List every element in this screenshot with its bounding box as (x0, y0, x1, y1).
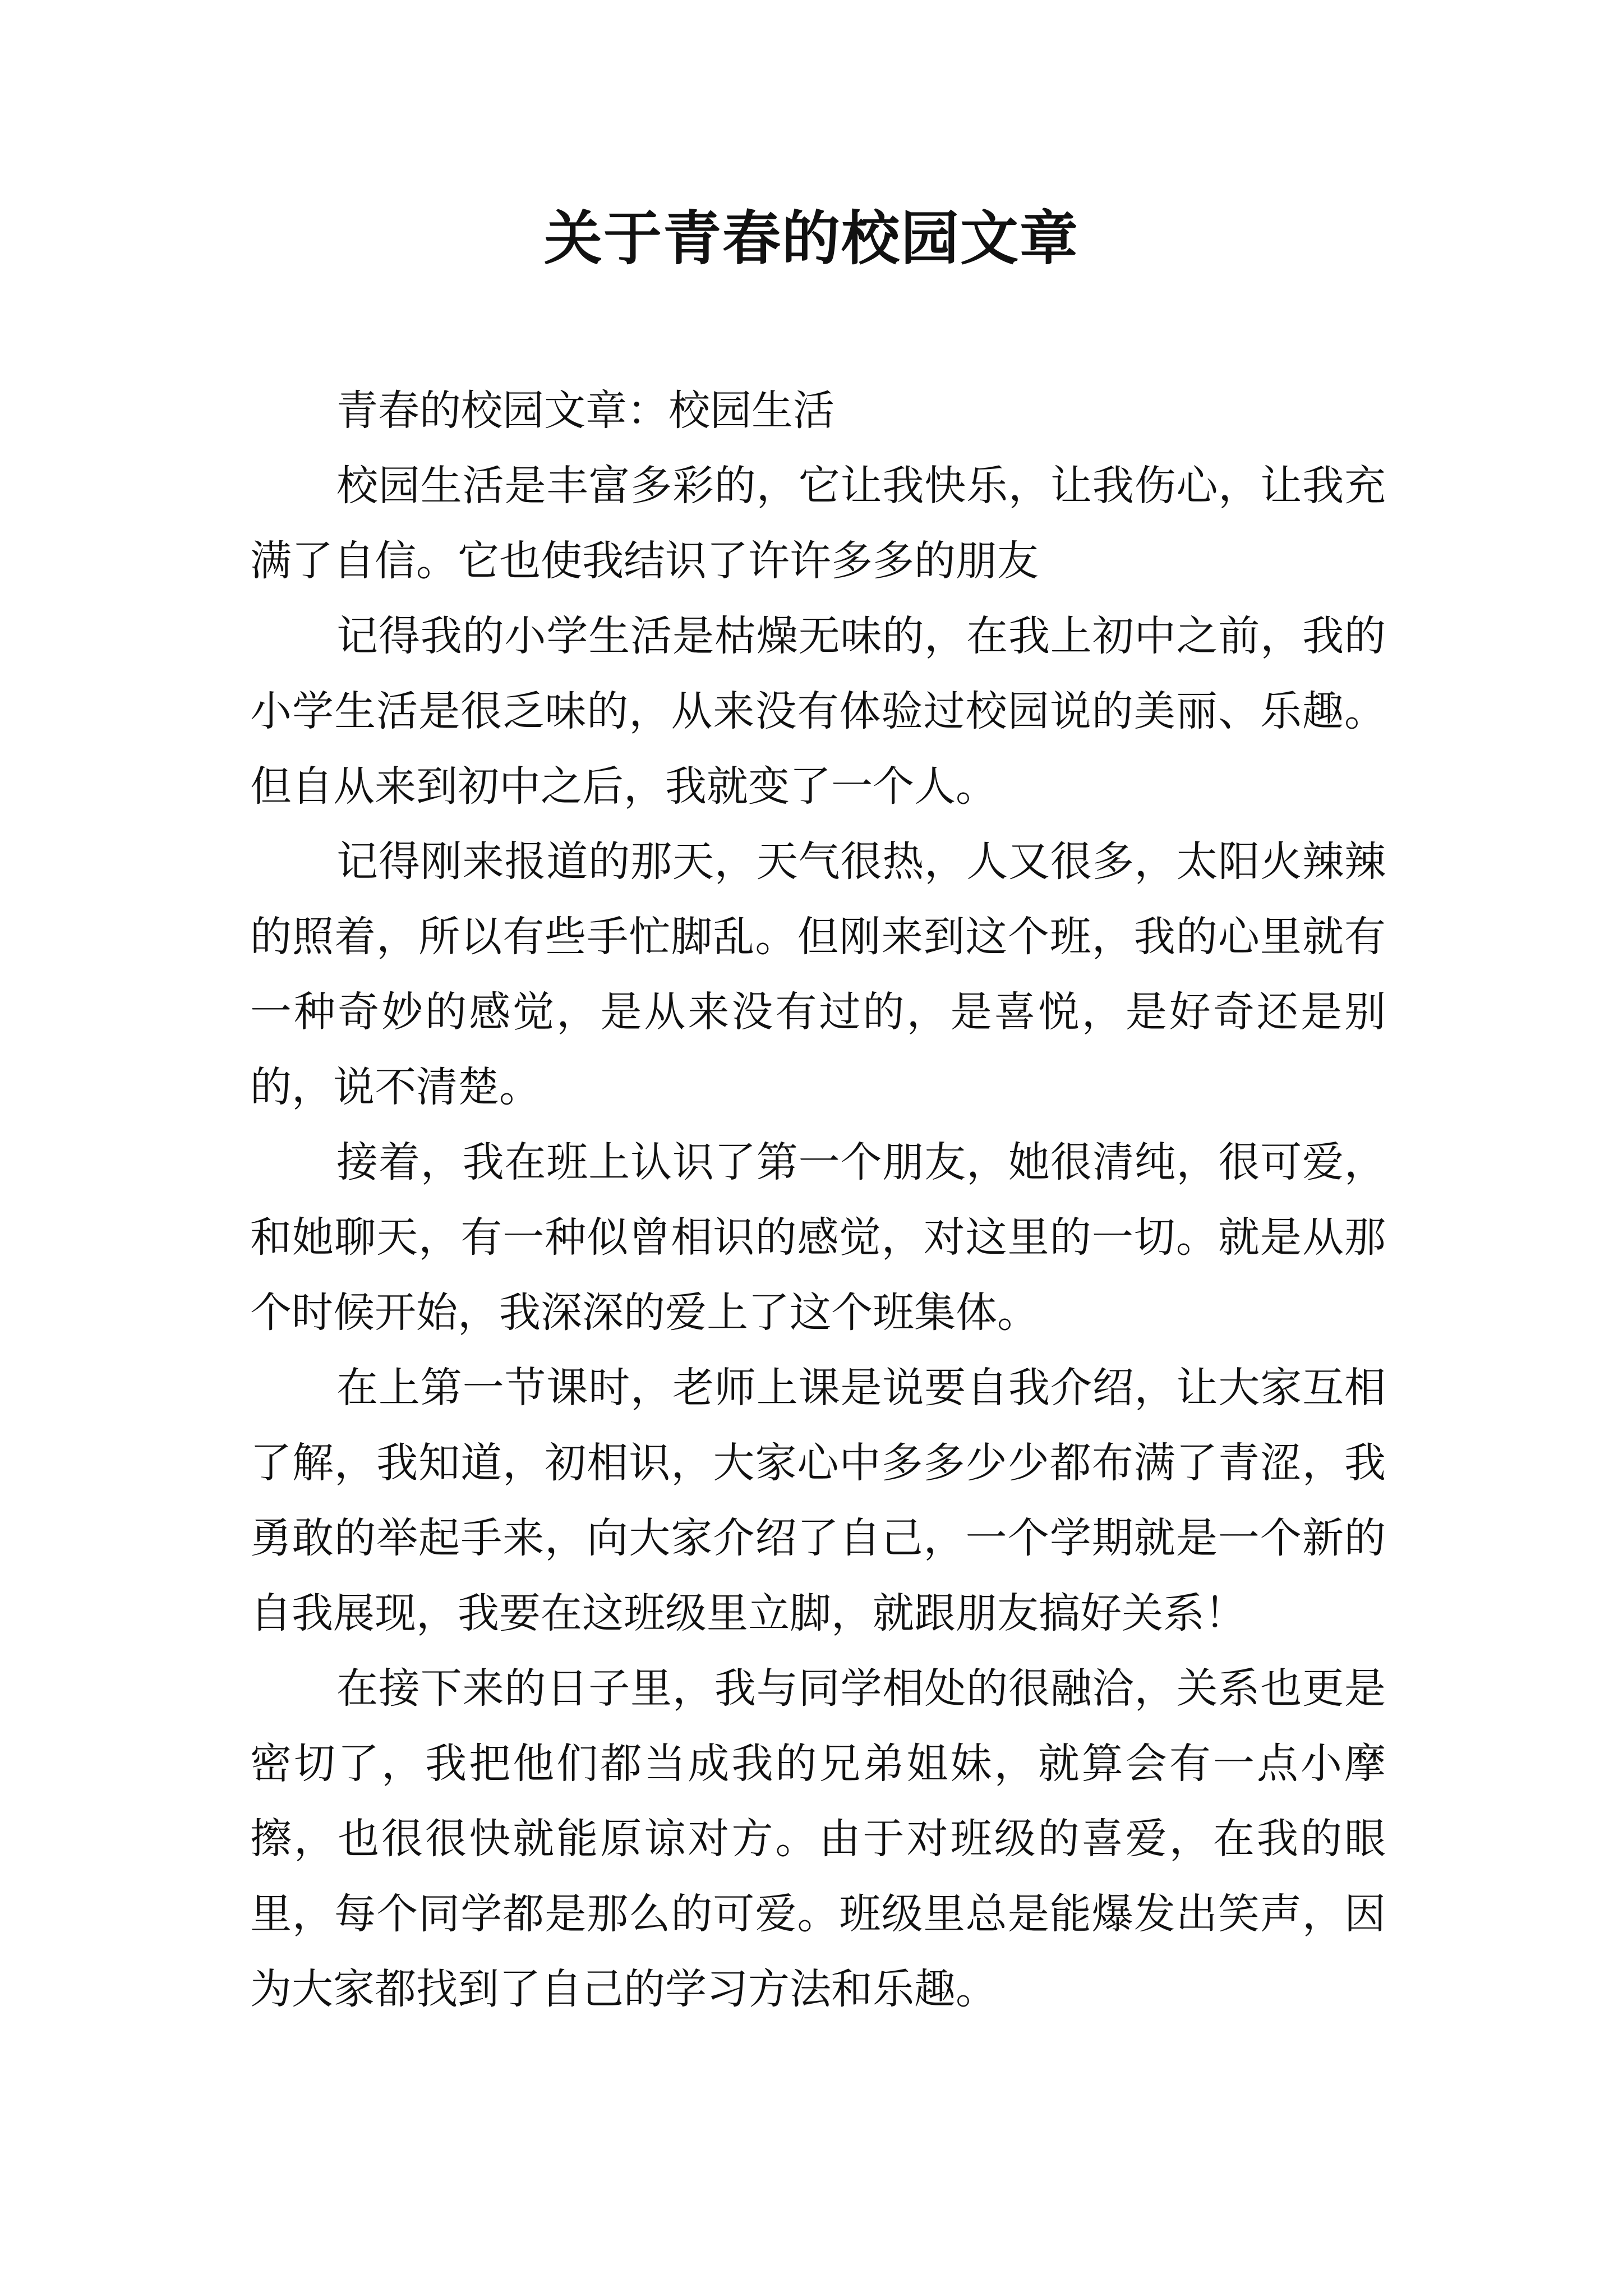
paragraph: 在接下来的日子里，我与同学相处的很融洽，关系也更是密切了，我把他们都当成我的兄弟姐妹，就算会有一点小摩擦，也很很快就能原谅对方。由于对班级的喜爱，在我的眼里，每个同学都是那么的可爱。班级里总是能爆发出笑声，因为大家都找到了自己的学习方法和乐趣。 (250, 1664, 1386, 2013)
paragraph: 校园生活是丰富多彩的，它让我快乐，让我伤心，让我充满了自信。它也使我结识了许许多多的朋友 (250, 462, 1386, 585)
paragraph-subtitle: 青春的校园文章：校园生活 (336, 386, 834, 435)
document-title: 关于青春的校园文章 (543, 204, 1079, 273)
document-body (250, 373, 1386, 2027)
paragraph: 在上第一节课时，老师上课是说要自我介绍，让大家互相了解，我知道，初相识，大家心中多多少少都布满了青涩，我勇敢的举起手来，向大家介绍了自己，一个学期就是一个新的自我展现，我要在这班级里立脚，就跟朋友搞好关系！ (250, 1364, 1386, 1637)
paragraph: 记得刚来报道的那天，天气很热，人又很多，太阳火辣辣的照着，所以有些手忙脚乱。但刚来到这个班，我的心里就有一种奇妙的感觉，是从来没有过的，是喜悦，是好奇还是别的，说不清楚。 (250, 838, 1386, 1111)
paragraph: 接着，我在班上认识了第一个朋友，她很清纯，很可爱，和她聊天，有一种似曾相识的感觉，对这里的一切。就是从那个时候开始，我深深的爱上了这个班集体。 (250, 1138, 1386, 1337)
paragraph: 记得我的小学生活是枯燥无味的，在我上初中之前，我的小学生活是很乏味的，从来没有体验过校园说的美丽、乐趣。但自从来到初中之后，我就变了一个人。 (250, 612, 1386, 811)
